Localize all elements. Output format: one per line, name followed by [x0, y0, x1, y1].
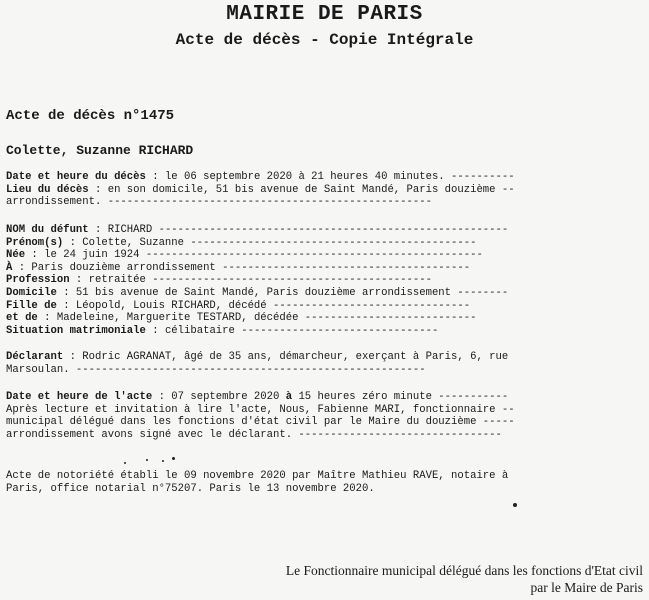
scan-speck: [146, 459, 148, 461]
domicile-value: : 51 bis avenue de Saint Mandé, Paris douzième arrondissement --------: [56, 286, 509, 299]
nee-label: Née: [6, 249, 26, 262]
prenom-label: Prénom(s): [6, 236, 64, 249]
signature-block: [286, 562, 643, 596]
father-value: : Léopold, Louis RICHARD, décédé -------------------------------: [56, 299, 471, 312]
profession-value: : retraitée --------------------------------------------: [69, 274, 432, 287]
document-subtitle: Acte de décès - Copie Intégrale: [175, 31, 474, 49]
acte-date-value: : 07 septembre 2020: [152, 391, 286, 403]
scan-speck: [162, 460, 164, 462]
defunt-details: [6, 224, 646, 337]
notoriete-line-1: Acte de notoriété établi le 09 novembre 2020 par Maître Mathieu RAVE, notaire à: [6, 470, 509, 482]
death-date-value: : le 06 septembre 2020 à 21 heures 40 minutes. ----------: [145, 171, 515, 183]
declarant-label: Déclarant: [6, 351, 64, 363]
signature-line-1: Le Fonctionnaire municipal délégué dans les fonctions d'Etat civil: [285, 563, 643, 578]
notoriete-line-2: Paris, office notarial n°75207. Paris le 13 novembre 2020.: [6, 482, 375, 495]
scan-speck: [124, 462, 126, 464]
nom-value: : RICHARD -------------------------------------------------------: [88, 224, 509, 236]
domicile-label: Domicile: [6, 286, 57, 299]
defunt-name: Colette, Suzanne RICHARD: [6, 143, 194, 158]
acte-details: [6, 391, 646, 441]
birthplace-value: : Paris douzième arrondissement ---------------------------------------: [12, 261, 471, 274]
acte-line-4: arrondissement avons signé avec le déclarant. --------------------------------: [6, 428, 502, 441]
acte-date-a: à: [285, 391, 293, 403]
death-place-label: Lieu du décès: [6, 183, 89, 196]
death-date-label: Date et heure du décès: [6, 171, 146, 183]
declarant-details: [6, 351, 646, 376]
nee-value: : le 24 juin 1924 -----------------------------------------------------: [25, 249, 483, 262]
death-details: [6, 171, 646, 209]
signature-line-2: par le Maire de Paris: [530, 580, 643, 595]
nom-label: NOM du défunt: [6, 224, 89, 236]
notoriete-details: [6, 470, 646, 495]
acte-line-3: municipal délégué dans les fonctions d'état civil par le Maire du douzième -----: [6, 416, 515, 429]
scan-speck: [172, 457, 175, 460]
death-place-cont: arrondissement. ---------------------------------------------------: [6, 196, 432, 209]
mother-value: : Madeleine, Marguerite TESTARD, décédée ---------------------------: [37, 312, 477, 325]
prenom-value: : Colette, Suzanne ---------------------------------------------: [63, 236, 477, 249]
document-title: MAIRIE DE PARIS: [226, 3, 423, 26]
acte-date-label: Date et heure de l'acte: [6, 391, 153, 403]
death-place-value: : en son domicile, 51 bis avenue de Saint Mandé, Paris douzième --: [88, 183, 515, 196]
father-label: Fille de: [6, 299, 57, 312]
marital-status-value: : célibataire -------------------------------: [145, 324, 439, 337]
birthplace-label: À: [6, 261, 13, 274]
acte-date-value-2: 15 heures zéro minute -----------: [292, 391, 509, 403]
marital-status-label: Situation matrimoniale: [6, 324, 146, 337]
acte-line-2: Après lecture et invitation à lire l'acte, Nous, Fabienne MARI, fonctionnaire --: [6, 403, 515, 416]
mother-label: et de: [6, 312, 38, 325]
profession-label: Profession: [6, 274, 70, 287]
declarant-value: : Rodric AGRANAT, âgé de 35 ans, démarcheur, exerçant à Paris, 6, rue: [63, 351, 509, 363]
scan-speck: [513, 503, 517, 507]
declarant-cont: Marsoulan. -------------------------------------------------------: [6, 363, 426, 376]
acte-number: Acte de décès n°1475: [6, 108, 175, 124]
